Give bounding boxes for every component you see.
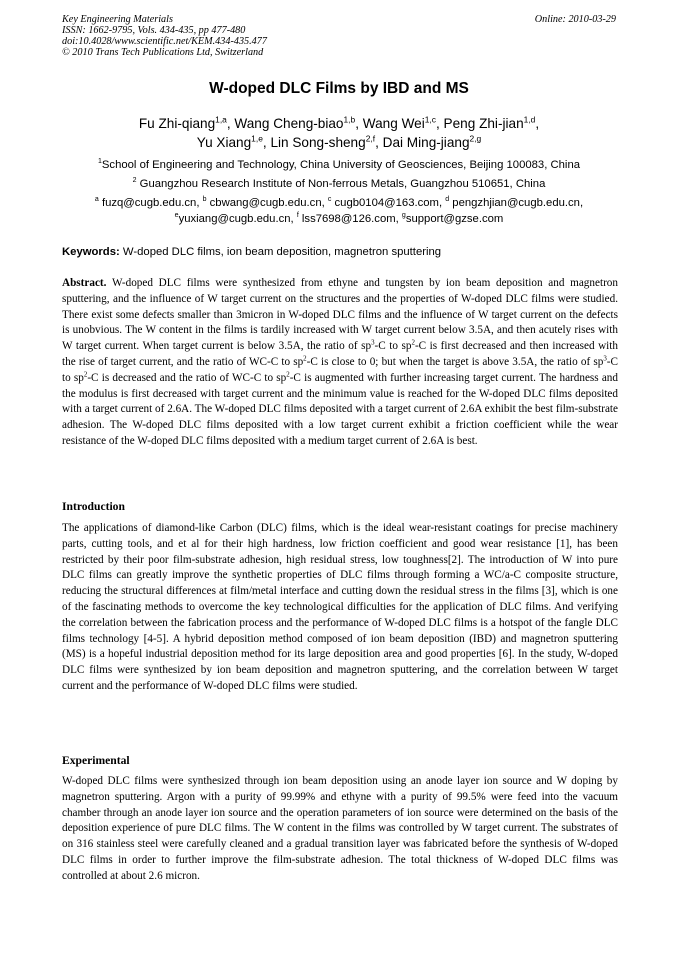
introduction-paragraph: The applications of diamond-like Carbon (DLC) films, which is the ideal wear-resistant coatings for precise machinery parts, cutting tools, and et al for their high hardness, low friction coefficient and good wear resistance [1], has been restricted by their poor film-substrate adhesion, high residual stress, low toughness[2]. The introduction of W into pure DLC films can greatly improve the synthetic properties of DLC films through forming a WC/a-C composite structure, reducing the structural differences at film/metal interface and cutting down the residual stress in the films [3], which is one of the fascinating methods to overcome the key technological difficulties for the application of DLC films. And verifying the correlation between the fabrication process and the performance of W-doped DLC films is a hotspot of the fangle DLC films technology [4-5]. A hybrid deposition method composed of ion beam deposition (IBD) and magnetron sputtering (MS) is a hopeful industrial deposition method for its large deposition area and good properties [6]. In the study, W-doped DLC films were synthesized by ion beam deposition and magnetron sputtering, and the correlation between W target current and the performance of W-doped DLC films were studied.	[62, 522, 618, 692]
author-sup: 1,b	[343, 114, 356, 125]
journal-header	[62, 14, 616, 58]
email-sup: c	[327, 196, 332, 204]
email-sup: a	[94, 196, 99, 204]
author-sup: 1,c	[424, 114, 436, 125]
email-sup: d	[445, 196, 450, 204]
author-name: Dai Ming-jiang	[382, 135, 470, 150]
abstract-paragraph	[62, 276, 618, 450]
author-line-1: Fu Zhi-qiang$^{1,a}$, Wang Cheng-biao$^{1,b}$, Wang Wei$^{1,c}$, Peng Zhi-jian$^{1,d}$,	[138, 114, 540, 131]
author-sup: 2,g	[469, 133, 482, 144]
journal-issn: ISSN: 1662-9795, Vols. 434-435, pp 477-480	[62, 25, 246, 36]
email-address[interactable]: cugb0104@163.com	[334, 197, 439, 209]
abstract-text: W-doped DLC films were synthesized from ethyne and tungsten by ion beam deposition and magnetron sputtering, and the influence of W target current on the structures and the properties of W-doped DLC films were studied. There exist some defects smaller than 3micron in W-doped DLC films and the influence of W target current on the defects is unobvious. The W content in the films is tardily increased with W target current below 3.5A, and then acutely rises with W target current. When target current is below 3.5A, the ratio of sp	[62, 277, 618, 353]
abstract-sup: 2	[286, 370, 290, 379]
abstract-text: -C is close to 0; but when the target is above 3.5A, the ratio of sp	[306, 355, 604, 368]
author-sup: 2,f	[365, 133, 376, 144]
keywords-label: Keywords:	[62, 246, 120, 258]
introduction-heading: Introduction	[62, 500, 125, 513]
abstract-text: -C to sp	[62, 355, 618, 384]
abstract-sup: 2	[411, 338, 415, 347]
affiliation-text: Guangzhou Research Institute of Non-ferrous Metals, Guangzhou 510651, China	[139, 178, 546, 190]
journal-copyright: © 2010 Trans Tech Publications Ltd, Switzerland	[62, 47, 264, 58]
abstract-sup: 2	[83, 370, 88, 379]
abstract-sup: 2	[303, 354, 307, 363]
email-line-1: $^a$ fuzq@cugb.edu.cn, $^b$ cbwang@cugb.edu.cn, $^c$ cugb0104@163.com, $^d$ pengzhjian@cugb.edu.cn,	[94, 196, 584, 209]
abstract-text: -C is first decreased and then increased with the rise of target current, and the ratio of WC-C to sp	[62, 340, 618, 368]
abstract-text: -C is augmented with further increasing target current. The hardness and the modulus is first decreased with target current and the minimum value is reached for the W-doped DLC films deposited with a target current of 2.6A. The W-doped DLC films deposited with a target current of 2.6A exhibit the best film-substrate adhesion. The W-doped DLC films deposited with a low target current exhibit a friction coefficient while the wear resistance of the W-doped DLC films deposited with a medium target current of 2.6A is best.	[62, 371, 618, 447]
email-address[interactable]: fuzq@cugb.edu.cn	[101, 197, 197, 209]
author-name: Wang Cheng-biao	[234, 116, 344, 131]
author-sup: 1,a	[215, 114, 227, 125]
author-name: Peng Zhi-jian	[443, 116, 524, 131]
author-name: Wang Wei	[362, 116, 425, 131]
email-address[interactable]: cbwang@cugb.edu.cn	[209, 197, 322, 209]
experimental-paragraph: W-doped DLC films were synthesized through ion beam deposition using an anode layer ion source and W doping by magnetron sputtering. Argon with a purity of 99.99% and ethyne with a purity of 99.5% were feed into the vacuum chamber through an anode layer ion source and the operation parameters of ion source were determined on the basis of the deposition experience of pure DLC films. The W content in the films was controlled by W target current. The substrates of on 316 stainless steel were carefully cleaned and a gradual transition layer was fabricated before the synthesis of W-doped DLC films in order to further improve the film-substrate adhesion. The total thickness of W-doped DLC films was controlled at about 2.6 micron.	[62, 775, 618, 882]
email-sup: g	[401, 212, 406, 220]
abstract-label: Abstract.	[62, 277, 107, 289]
email-address[interactable]: support@gzse.com	[405, 213, 504, 225]
keywords-line	[62, 246, 618, 258]
author-sup: 1,d	[523, 114, 536, 125]
keywords-text: W-doped DLC films, ion beam deposition, magnetron sputtering	[122, 246, 442, 258]
author-name: Lin Song-sheng	[270, 135, 366, 150]
author-name: Yu Xiang	[196, 135, 252, 150]
author-sup: 1,e	[251, 133, 263, 144]
email-sup: f	[296, 212, 299, 220]
author-name: Fu Zhi-qiang	[138, 116, 216, 131]
abstract-sup: 3	[603, 354, 607, 363]
abstract-text: -C is decreased and the ratio of WC-C to sp	[87, 371, 287, 384]
affiliation-sup: 2	[132, 177, 137, 185]
email-address[interactable]: yuxiang@cugb.edu.cn	[178, 213, 291, 225]
email-sup: e	[174, 212, 179, 220]
journal-doi: doi:10.4028/www.scientific.net/KEM.434-435.477	[62, 36, 267, 47]
author-line-2: Yu Xiang$^{1,e}$, Lin Song-sheng$^{2,f}$, Dai Ming-jiang$^{2,g}$	[196, 133, 482, 150]
paper-title: W-doped DLC Films by IBD and MS	[209, 80, 469, 97]
email-address[interactable]: pengzhjian@cugb.edu.cn	[452, 197, 580, 209]
email-sup: b	[202, 196, 207, 204]
online-date: Online: 2010-03-29	[534, 14, 616, 25]
abstract-text: -C to sp	[374, 340, 412, 353]
abstract-sup: 3	[371, 338, 375, 347]
affiliation-1	[0, 159, 678, 171]
affiliation-sup: 1	[97, 158, 102, 166]
journal-name: Key Engineering Materials	[62, 14, 173, 25]
affiliation-text: School of Engineering and Technology, China University of Geosciences, Beijing 100083, China	[101, 159, 581, 171]
email-line-2: $^e$yuxiang@cugb.edu.cn, $^f$ lss7698@126.com, $^g$support@gzse.com	[174, 212, 504, 225]
email-address[interactable]: lss7698@126.com	[301, 213, 396, 225]
affiliation-2	[0, 178, 678, 190]
experimental-heading: Experimental	[62, 754, 130, 767]
